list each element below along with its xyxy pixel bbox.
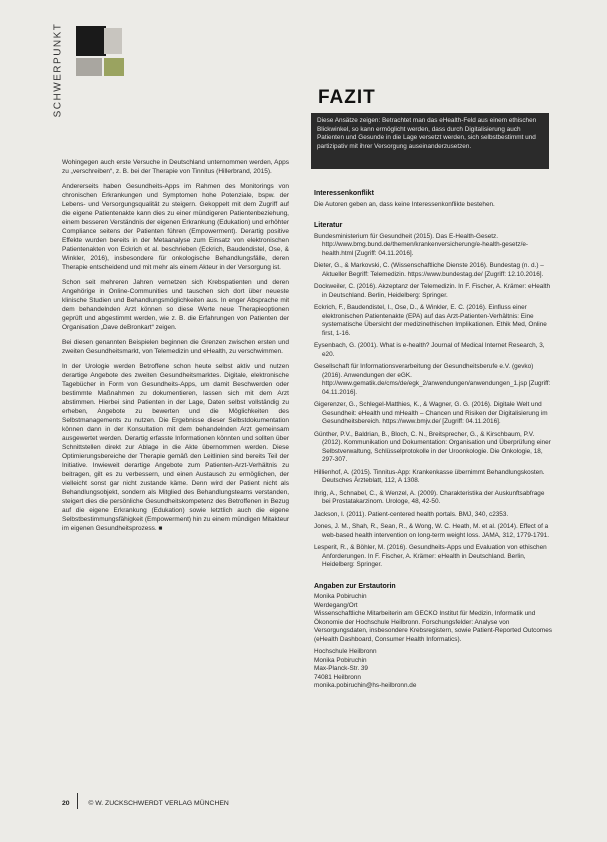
reference-item: Hillienhof, A. (2015). Tinnitus-App: Krankenkasse übernimmt Behandlungskosten. Deutsches Ärzteblatt, 112, A 1308. — [314, 468, 545, 484]
reference-item: Eysenbach, G. (2001). What is e-health? Journal of Medical Internet Research, 3, e20. — [314, 342, 545, 358]
fazit-box — [311, 113, 549, 169]
author-heading: Angaben zur Erstautorin — [314, 582, 396, 590]
author-details-heading: Werdegang/Ort — [314, 601, 358, 609]
fazit-title: FAZIT — [318, 87, 376, 108]
section-label-text: SCHWERPUNKT — [52, 22, 64, 118]
reference-item: Lesperit, R., & Böhler, M. (2016). Gesundheits-Apps und Evaluation von ethischen Anforderungen. In F. Fischer, A. Krämer: eHealth in Deutschland. Berlin, Heidelberg: Springer. — [314, 544, 547, 568]
author-name: Monika Pobiruchin — [314, 593, 367, 600]
reference-list — [314, 233, 552, 570]
paragraph: Schon seit mehreren Jahren vernetzen sich Krebspatienten und deren Angehörige in Online-Communities und tauschen sich dort über neueste klinische Studien und Behandlungsmöglichkeiten aus. In enger Absprache mit dem behandelnden Arzt können so diese Werte neue Therapieoptionen geprüft und abgestimmt werden, wie z. B. die Erfahrungen von Patienten der Organisation „Dave deBronkart“ zeigen. — [62, 279, 289, 331]
paragraph: Andererseits haben Gesundheits-Apps im Rahmen des Monitorings von chronischen Erkrankungen und Symptomen hohe Potenziale, bspw. der Lebens- und Versorgungsqualität zu steigern. Gekoppelt mit dem Zugriff auf die eigene Patientenakte kann dies zu einer mündigeren Patientenbeziehung, einem besseren Verständnis der eigenen Erkrankung (Edukation) und erhöhter Compliance seitens der Patienten führen (Empowerment). Derartig positive Effekte wurden bereits in der Metaanalyse zum Einsatz von elektronischen Patientenakten von Eckrich et al. beschrieben (Eckrich, Baudendistel, Ose, & Winkler, 2016), insbesondere für onkologische Behandlungsfälle, deren Therapie entscheidend und mit mehr als einem Akteur in der Versorgung ist. — [62, 183, 289, 271]
reference-item: Gesellschaft für Informationsverarbeitung der Gesundheitsberufe e.V. (gevko) (2016). Anwendungen der eGK. http://www.gematik.de/cms/de/egk_2/anwendungen/anwendungen_1.jsp [Zugriff: 04.11.2016]. — [314, 363, 551, 396]
footer-divider — [77, 793, 78, 809]
author-role: Wissenschaftliche Mitarbeiterin am GECKO Institut für Medizin, Informatik und Ökonomie der Hochschule Heilbronn. Forschungsfelder: Analyse von Versorgungsdaten, insbesondere Krebsregistern, sowie Patient-Reported Outcomes (eHealth Dashboard, Consumer Health Informatics). — [314, 610, 553, 643]
page-number: 20 — [62, 799, 70, 807]
conflict-heading: Interessenkonflikt — [314, 190, 374, 197]
publisher-note: © W. ZUCKSCHWERDT VERLAG MÜNCHEN — [88, 799, 229, 807]
conflict-text: Die Autoren geben an, dass keine Interessenkonflikte bestehen. — [314, 200, 495, 208]
literature-heading: Literatur — [314, 222, 343, 229]
address-line: Max-Planck-Str. 39 — [314, 665, 368, 672]
reference-item: Ihrig, A., Schnabel, C., & Wenzel, A. (2009). Charakteristika der Auskunftsabfrage bei Prostatakarzinom. Urologe, 48, 42-50. — [314, 489, 545, 505]
paragraph: Wohingegen auch erste Versuche in Deutschland unternommen werden, Apps zu „verschreiben“, z. B. bei der Therapie von Tinnitus (Hillerbrand, 2015). — [62, 159, 289, 175]
reference-item: Bundesministerium für Gesundheit (2015). Das E-Health-Gesetz. http://www.bmg.bund.de/themen/krankenversicherung/e-health-gesetz/e-health.html [Zugriff: 04.11.2016]. — [314, 232, 529, 257]
section-label — [52, 20, 64, 120]
reference-item: Günther, P.V., Baldrian, B., Bloch, C. N., Breitsprecher, G., & Kirschbaum, P.V. (2012). Kommunikation und Dokumentation: Organisation und Überprüfung einer Selbstverwaltung, Schlüsselprotokolle in der Uroonkologie. Die Onkologie, 18, 297-307. — [314, 430, 551, 463]
reference-item: Gigerenzer, G., Schlegel-Matthies, K., & Wagner, G. G. (2016). Digitale Welt und Gesundheit: eHealth und mHealth – Chancen und Risiken der Digitalisierung im Gesundheitsbereich. https://www.bmjv.de/ [Zugriff: 04.11.2016]. — [314, 401, 548, 425]
right-column — [314, 190, 552, 691]
decorative-square-gray — [76, 58, 102, 76]
decorative-square-black — [76, 26, 106, 56]
left-column — [62, 158, 289, 539]
reference-item: Jones, J. M., Shah, R., Sean, R., & Wong, W. C. Heath, M. et al. (2014). Effect of a web-based health intervention on long-term weight loss. JAMA, 312, 1779-1791. — [314, 523, 550, 539]
fazit-text: Diese Ansätze zeigen: Betrachtet man das eHealth-Feld aus einem ethischen Blickwinkel, so kann ermöglicht werden, dass durch Digitalisierung auch Patienten und Gesunde in die Lage versetzt werden, sich selbstbestimmt und partizipativ mit ihrer Versorgung auseinanderzusetzen. — [317, 117, 537, 150]
reference-item: Eckrich, F., Baudendistel, I., Ose, D., & Winkler, E. C. (2016). Einfluss einer elektronischen Patientenakte (EPA) auf das Arzt-Patienten-Verhältnis: Eine systematische Übersicht der medizinethischen Implikationen. Ethik Med, Online first, 1-16. — [314, 304, 547, 337]
reference-item: Dockweiler, C. (2016). Akzeptanz der Telemedizin. In F. Fischer, A. Krämer: eHealth in Deutschland. Berlin, Heidelberg: Springer. — [314, 283, 551, 299]
paragraph: Bei diesen genannten Beispielen beginnen die Grenzen zwischen ersten und zweiten Gesundheitsmarkt, von Telemedizin und eHealth, zu verschwimmen. — [62, 339, 289, 355]
address-line: 74081 Heilbronn — [314, 673, 361, 681]
author-address — [314, 648, 552, 691]
paragraph: In der Urologie werden Betroffene schon heute selbst aktiv und nutzen derartige Angebote des zweiten Gesundheitsmarktes. Digitale, elektronische Tagebücher in Form von Gesundheits-Apps, um damit Beschwerden oder bestimmte Maßnahmen zu dokumentieren, lassen sich mit dem Arzt abstimmen. Hierbei sind Patienten in der Lage, Daten selbst vollständig zu erheben, Angebote zu bewerten und die Möglichkeiten des Selbstmanagements zu nutzen. Die Ergebnisse dieser Selbstdokumentation können dann in der Konsultation mit dem behandelnden Arzt gemeinsam ausgewertet werden. Derartig erfasste Informationen könnten und sollten über Schnittstellen direkt zur Ablage in die Akte übernommen werden. Diese Optimierungsbereiche der Therapie gemäß den Leitlinien sind bereits Teil der Initiative. Inwieweit derartige Angebote zum Patienten-Arzt-Verhältnis zu beitragen, gilt es zu verbessern, und einen Austausch zu ermöglichen, der vielleicht sonst gar nicht zustande käme. Denn wird der Patient nicht als Behandlungsobjekt, sondern als Mitglied des Behandlungsteams verstanden, steigert dies die persönliche Gesundheitskompetenz des Betroffenen in Bezug auf die eigene Erkrankung (Edukation) sowie letztlich auch die eigene Selbstbestimmungsfähigkeit (Empowerment) hin zu einem mündigen Mitakteur im eigenen Gesundheitsprozess. ■ — [62, 363, 289, 532]
address-line: Monika Pobiruchin — [314, 656, 367, 664]
reference-item: Dieter, G., & Markovski, C. (Wissenschaftliche Dienste 2016). Bundestag (n. d.) – Aktueller Begriff: Telemedizin. https://www.bundestag.de/ [Zugriff: 12.10.2016]. — [314, 262, 544, 278]
reference-item: Jackson, I. (2011). Patient-centered health portals. BMJ, 340, c2353. — [314, 510, 509, 518]
author-email[interactable]: monika.pobiruchin@hs-heilbronn.de — [314, 682, 417, 689]
page-footer — [62, 795, 229, 811]
decorative-square-olive — [104, 58, 124, 76]
decorative-square-gray-top — [104, 28, 122, 54]
address-line: Hochschule Heilbronn — [314, 648, 377, 655]
